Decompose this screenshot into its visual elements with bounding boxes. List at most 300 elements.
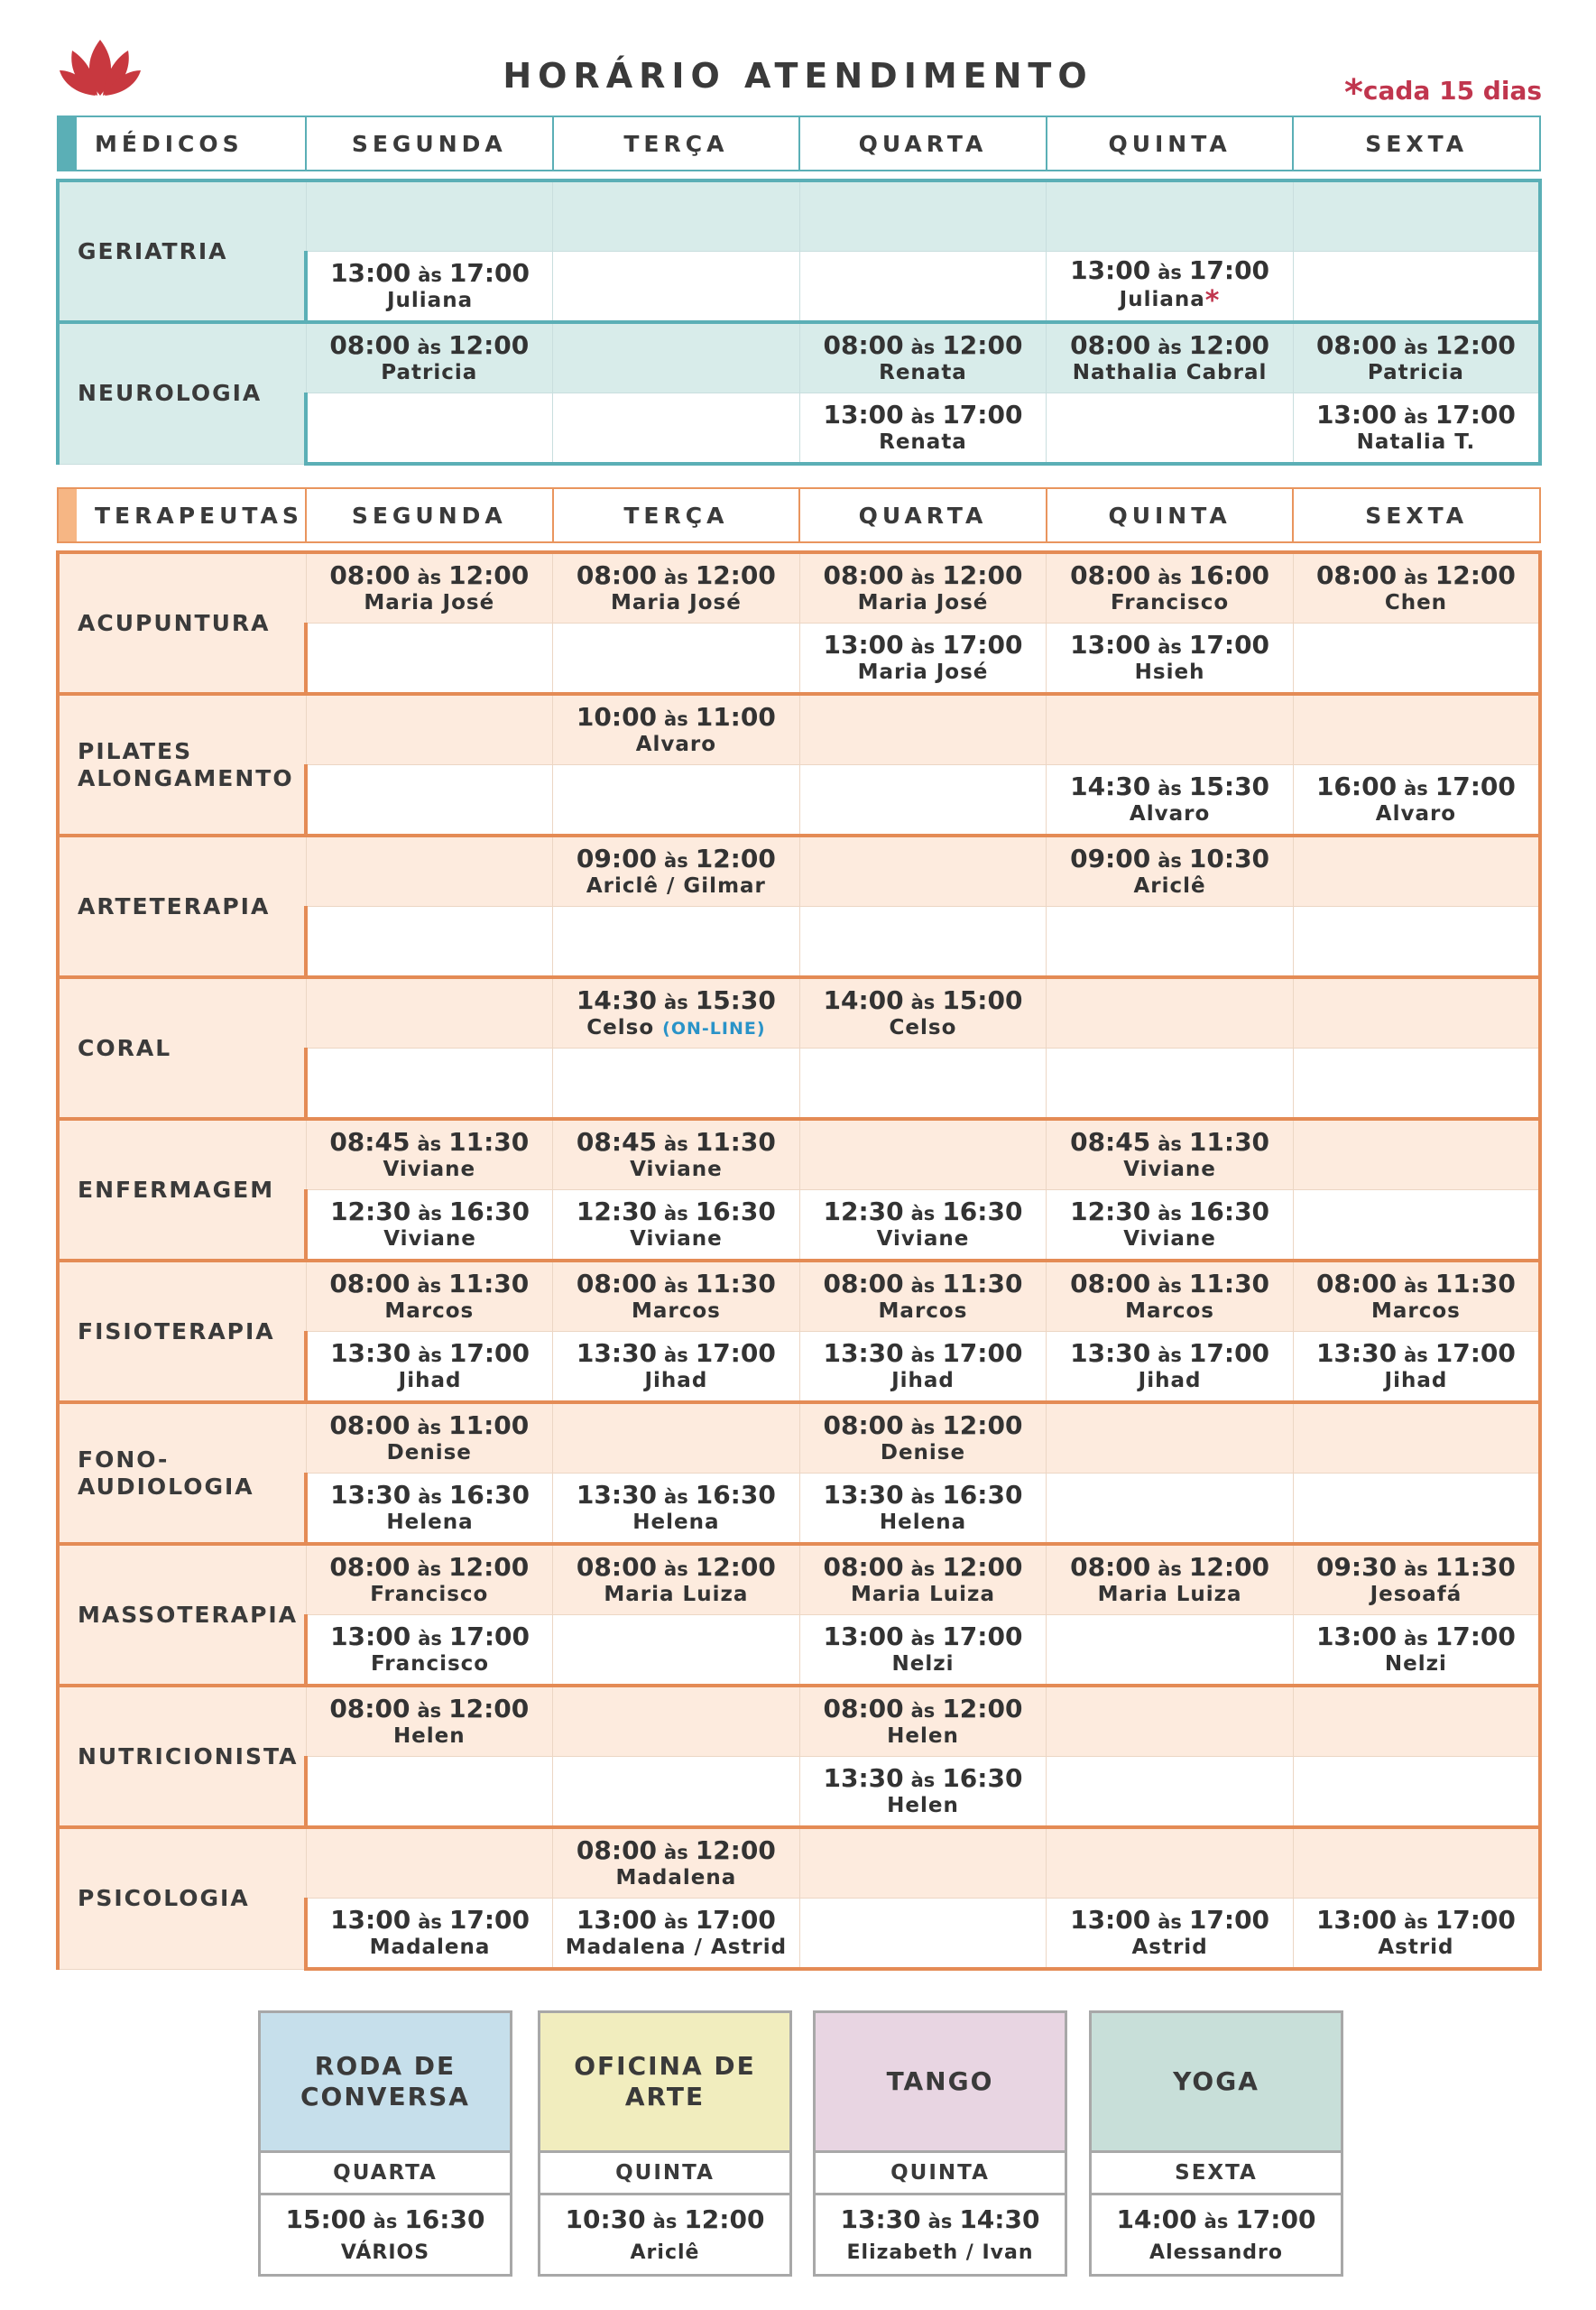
slot-professional: Helen <box>887 1724 959 1748</box>
slot-end: 15:00 <box>942 985 1023 1015</box>
slot-who <box>1047 1301 1293 1322</box>
day-header: QUINTA <box>1047 488 1294 542</box>
slot-start: 13:30 <box>330 1338 411 1368</box>
slot-connector: às <box>1204 2211 1229 2232</box>
slot-professional: Alvaro <box>1375 802 1457 826</box>
schedule-cell <box>1047 1544 1294 1615</box>
slot-connector: às <box>1158 1558 1182 1580</box>
slot-end: 11:30 <box>1188 1269 1270 1298</box>
slot-connector: às <box>1158 636 1182 658</box>
slot-who <box>800 593 1047 614</box>
slot-start: 14:30 <box>1070 772 1151 801</box>
slot-who <box>800 1301 1047 1322</box>
slot-professional: Viviane <box>1123 1158 1216 1181</box>
slot-start: 12:30 <box>823 1197 904 1226</box>
slot-who <box>1047 1371 1293 1391</box>
slot-end: 12:00 <box>695 844 776 873</box>
slot-end: 12:00 <box>1188 330 1270 360</box>
slot-end: 16:30 <box>942 1480 1023 1510</box>
slot-end: 16:30 <box>942 1763 1023 1793</box>
schedule-row <box>58 1261 1540 1332</box>
slot-time <box>308 1338 552 1368</box>
slot-time <box>1294 560 1538 590</box>
activity-card <box>538 2010 792 2277</box>
schedule-cell <box>1293 322 1540 393</box>
schedule-cell <box>553 977 800 1049</box>
slot-start: 10:00 <box>576 702 658 732</box>
slot-end: 12:00 <box>942 1552 1023 1582</box>
slot-who <box>800 1018 1047 1039</box>
slot-time <box>307 1696 553 1722</box>
slot-connector: às <box>1404 337 1428 358</box>
slot-professional: Francisco <box>1111 591 1230 614</box>
schedule-cell <box>553 552 800 624</box>
schedule-cell <box>799 1686 1047 1757</box>
slot-end: 12:00 <box>942 330 1023 360</box>
slot-time <box>307 1271 553 1297</box>
schedule-cell <box>799 252 1047 323</box>
activity-day: QUINTA <box>816 2153 1065 2195</box>
schedule-cell <box>306 694 553 765</box>
slot-end: 16:00 <box>1188 560 1270 590</box>
slot-end: 17:00 <box>1188 1338 1270 1368</box>
slot-start: 13:00 <box>330 1905 411 1935</box>
slot-start: 13:00 <box>1070 630 1151 660</box>
slot-start: 08:00 <box>1315 330 1398 360</box>
specialty-name: PSICOLOGIA <box>58 1827 306 1969</box>
slot-connector: às <box>418 1911 442 1933</box>
slot-professional: Alvaro <box>1129 802 1211 826</box>
slot-time <box>553 985 799 1015</box>
slot-connector: às <box>910 567 936 588</box>
slot-end: 17:00 <box>1188 630 1270 660</box>
slot-start: 08:00 <box>576 1269 658 1298</box>
schedule-cell <box>1047 1190 1294 1261</box>
slot-connector: às <box>1158 1133 1182 1155</box>
schedule-cell <box>1293 1190 1540 1261</box>
schedule-cell <box>1293 1899 1540 1970</box>
slot-start: 09:00 <box>576 844 658 873</box>
slot-end: 16:30 <box>448 1197 530 1226</box>
slot-who <box>800 1512 1047 1533</box>
terapeutas-header-title: TERAPEUTAS <box>58 488 306 542</box>
slot-who <box>553 1512 799 1533</box>
slot-time <box>1294 402 1538 428</box>
activity-day: QUARTA <box>261 2153 510 2195</box>
schedule-cell <box>799 694 1047 765</box>
activity-who: Alessandro <box>1149 2241 1283 2264</box>
schedule-cell <box>553 1049 800 1120</box>
schedule-cell <box>1293 1332 1540 1403</box>
slot-start: 13:30 <box>576 1338 658 1368</box>
schedule-cell <box>553 1119 800 1190</box>
slot-connector: às <box>910 992 936 1013</box>
slot-connector: às <box>910 1275 936 1297</box>
schedule-cell <box>306 1119 553 1190</box>
slot-time <box>553 1199 799 1224</box>
slot-professional: Renata <box>879 361 967 384</box>
slot-connector: às <box>664 1344 688 1366</box>
schedule-cell <box>306 624 553 695</box>
slot-connector: às <box>417 1275 442 1297</box>
schedule-cell <box>553 1899 800 1970</box>
schedule-cell <box>553 393 800 465</box>
schedule-cell <box>799 552 1047 624</box>
slot-time <box>553 1127 799 1157</box>
schedule-cell <box>1047 1615 1294 1686</box>
slot-time <box>1294 1552 1538 1582</box>
day-header: SEGUNDA <box>306 116 553 171</box>
schedule-cell <box>799 1332 1047 1403</box>
slot-connector: às <box>418 1628 442 1649</box>
schedule-cell <box>1293 1402 1540 1474</box>
slot-professional: Maria Luiza <box>604 1583 749 1606</box>
day-header: SEGUNDA <box>306 488 553 542</box>
schedule-cell <box>1293 1615 1540 1686</box>
slot-connector: às <box>417 1417 442 1438</box>
slot-start: 08:00 <box>329 1552 411 1582</box>
slot-end: 12:00 <box>1435 560 1516 590</box>
slot-who <box>553 1937 799 1958</box>
slot-time <box>1047 1271 1293 1297</box>
schedule-cell <box>799 765 1047 836</box>
slot-time <box>800 1338 1047 1368</box>
slot-end: 12:00 <box>448 1552 530 1582</box>
specialty-name: ACUPUNTURA <box>58 552 306 694</box>
schedule-cell <box>1047 836 1294 907</box>
specialty-name: MASSOTERAPIA <box>58 1544 306 1686</box>
slot-start: 13:00 <box>1070 1905 1151 1935</box>
schedule-cell <box>799 393 1047 465</box>
slot-who <box>308 1512 552 1533</box>
schedule-cell <box>1047 694 1294 765</box>
slot-professional: Marcos <box>878 1299 968 1323</box>
schedule-cell <box>1293 180 1540 252</box>
slot-professional: Nelzi <box>891 1652 955 1676</box>
slot-connector: às <box>1404 1911 1428 1933</box>
slot-time <box>800 1763 1047 1793</box>
slot-end: 12:00 <box>448 330 530 360</box>
schedule-cell <box>1293 694 1540 765</box>
slot-who <box>553 1371 799 1391</box>
slot-end: 17:00 <box>942 400 1023 430</box>
slot-time <box>800 1199 1047 1224</box>
schedule-cell <box>306 552 553 624</box>
schedule-cell <box>1047 1757 1294 1828</box>
slot-time <box>553 1905 799 1935</box>
schedule-cell <box>1047 907 1294 978</box>
activity-day: QUINTA <box>540 2153 789 2195</box>
activity-day: SEXTA <box>1092 2153 1341 2195</box>
slot-time <box>1047 330 1293 360</box>
slot-time <box>1047 1127 1293 1157</box>
slot-connector: às <box>1158 1275 1182 1297</box>
slot-end: 16:30 <box>695 1480 776 1510</box>
schedule-cell <box>306 836 553 907</box>
slot-end: 12:00 <box>942 1410 1023 1440</box>
slot-connector: às <box>652 2211 678 2232</box>
schedule-cell <box>799 977 1047 1049</box>
slot-connector: às <box>664 1275 688 1297</box>
slot-professional: Maria José <box>610 591 742 614</box>
slot-start: 08:00 <box>823 330 904 360</box>
slot-time <box>1294 1338 1538 1368</box>
slot-connector: às <box>1158 337 1182 358</box>
slot-professional: Renata <box>879 430 967 454</box>
slot-professional: Patricia <box>381 361 478 384</box>
schedule-cell <box>306 1049 553 1120</box>
schedule-cell <box>306 322 553 393</box>
schedule-cell <box>306 393 553 465</box>
schedule-cell <box>553 1190 800 1261</box>
slot-connector: às <box>910 1769 936 1791</box>
schedule-cell <box>553 1402 800 1474</box>
schedule-cell <box>306 1899 553 1970</box>
slot-end: 11:30 <box>695 1269 776 1298</box>
slot-end: 16:30 <box>1188 1197 1270 1226</box>
schedule-cell <box>799 1402 1047 1474</box>
slot-time <box>800 1696 1047 1722</box>
slot-professional: Viviane <box>383 1158 476 1181</box>
slot-end: 11:00 <box>448 1410 530 1440</box>
slot-start: 13:30 <box>840 2204 921 2234</box>
slot-who <box>1047 363 1293 383</box>
slot-start: 13:30 <box>330 1480 411 1510</box>
slot-time <box>1047 846 1293 872</box>
slot-start: 14:30 <box>576 985 658 1015</box>
slot-end: 12:00 <box>1435 330 1516 360</box>
schedule-cell <box>799 1757 1047 1828</box>
slot-who <box>800 363 1047 383</box>
slot-professional: Viviane <box>876 1227 970 1251</box>
slot-end: 17:00 <box>1188 1905 1270 1935</box>
specialty-name: ENFERMAGEM <box>58 1119 306 1261</box>
slot-connector: às <box>910 337 936 358</box>
slot-who <box>553 1229 799 1250</box>
slot-who <box>1294 593 1538 614</box>
slot-start: 08:00 <box>576 1552 658 1582</box>
slot-time <box>1047 1905 1293 1935</box>
slot-time <box>553 846 799 872</box>
schedule-cell <box>1047 977 1294 1049</box>
schedule-cell <box>306 1190 553 1261</box>
activity-card <box>813 2010 1067 2277</box>
slot-who <box>1294 1301 1538 1322</box>
schedule-cell <box>1047 765 1294 836</box>
schedule-cell <box>1293 1544 1540 1615</box>
schedule-cell <box>1047 1119 1294 1190</box>
schedule-cell <box>1293 907 1540 978</box>
schedule-row <box>58 1544 1540 1615</box>
schedule-row <box>58 180 1540 252</box>
slot-time <box>800 985 1047 1015</box>
slot-end: 17:00 <box>1435 400 1516 430</box>
day-header: QUINTA <box>1047 116 1294 171</box>
schedule-row <box>58 1119 1540 1190</box>
slot-start: 12:30 <box>576 1197 658 1226</box>
slot-professional: Jihad <box>891 1369 955 1392</box>
slot-end: 17:00 <box>1435 1905 1516 1935</box>
slot-professional: Jesoafá <box>1370 1583 1462 1606</box>
schedule-cell <box>799 322 1047 393</box>
slot-time <box>1294 1271 1538 1297</box>
schedule-cell <box>553 694 800 765</box>
slot-end: 12:00 <box>942 1694 1023 1723</box>
slot-start: 13:30 <box>823 1480 904 1510</box>
page-title: HORÁRIO ATENDIMENTO <box>503 56 1093 96</box>
slot-who <box>553 735 799 755</box>
activity-name: RODA DE CONVERSA <box>261 2013 510 2153</box>
schedule-cell <box>1293 1261 1540 1332</box>
slot-time <box>1047 1199 1293 1224</box>
schedule-cell <box>1293 1827 1540 1899</box>
schedule-cell <box>553 1757 800 1828</box>
slot-professional: Viviane <box>1123 1227 1216 1251</box>
slot-end: 17:00 <box>1435 772 1516 801</box>
slot-time <box>308 258 552 288</box>
slot-professional: Maria Luiza <box>1097 1583 1242 1606</box>
schedule-cell <box>306 1686 553 1757</box>
day-header: QUARTA <box>799 116 1047 171</box>
slot-start: 08:45 <box>576 1127 658 1157</box>
slot-connector: às <box>910 1203 936 1224</box>
slot-professional: Juliana <box>1119 287 1205 311</box>
schedule-cell <box>1293 1757 1540 1828</box>
slot-connector: às <box>1158 261 1182 283</box>
slot-professional: Marcos <box>631 1299 721 1323</box>
schedule-cell <box>1047 1686 1294 1757</box>
schedule-cell <box>1047 1827 1294 1899</box>
slot-connector: às <box>910 1700 936 1722</box>
slot-connector: às <box>664 1842 688 1863</box>
slot-time <box>1294 1624 1538 1649</box>
slot-professional: Patricia <box>1367 361 1464 384</box>
slot-who <box>1047 1160 1293 1180</box>
slot-professional: Viviane <box>383 1227 476 1251</box>
slot-end: 12:00 <box>448 1694 530 1723</box>
specialty-name: NUTRICIONISTA <box>58 1686 306 1827</box>
slot-who <box>553 1301 799 1322</box>
slot-connector: às <box>664 567 688 588</box>
slot-who <box>307 1585 553 1605</box>
schedule-cell <box>799 1190 1047 1261</box>
slot-professional: Juliana <box>386 289 474 312</box>
day-header: TERÇA <box>553 116 800 171</box>
schedule-cell <box>553 1474 800 1545</box>
slot-professional: Jihad <box>644 1369 708 1392</box>
slot-professional: Helen <box>887 1794 959 1817</box>
slot-start: 08:00 <box>1315 560 1398 590</box>
schedule-cell <box>1293 393 1540 465</box>
schedule-cell <box>1047 1474 1294 1545</box>
schedule-cell <box>1293 836 1540 907</box>
day-header: SEXTA <box>1293 488 1540 542</box>
slot-start: 08:00 <box>823 560 904 590</box>
schedule-cell <box>1047 1899 1294 1970</box>
schedule-cell <box>1293 624 1540 695</box>
slot-professional: Nelzi <box>1384 1652 1447 1676</box>
slot-time <box>261 2204 510 2234</box>
activity-who: Ariclê <box>630 2241 700 2264</box>
slot-connector: às <box>910 1558 936 1580</box>
slot-professional: Madalena / Astrid <box>565 1936 788 1959</box>
schedule-row <box>58 552 1540 624</box>
schedule-cell <box>1047 252 1294 323</box>
medicos-table <box>56 116 1542 466</box>
slot-end: 17:00 <box>695 1338 776 1368</box>
slot-who <box>1294 432 1538 453</box>
slot-end: 17:00 <box>448 1622 530 1651</box>
schedule-cell <box>306 907 553 978</box>
activity-name: YOGA <box>1092 2013 1341 2153</box>
slot-time <box>1047 1338 1293 1368</box>
slot-who <box>308 1229 552 1250</box>
slot-who <box>1047 876 1293 897</box>
slot-end: 12:00 <box>448 560 530 590</box>
slot-end: 11:00 <box>695 702 776 732</box>
slot-start: 13:00 <box>330 1622 411 1651</box>
note-star: * <box>1343 72 1363 114</box>
slot-end: 11:30 <box>1188 1127 1270 1157</box>
slot-end: 11:30 <box>1435 1269 1516 1298</box>
slot-start: 08:00 <box>823 1694 904 1723</box>
schedule-cell <box>553 1332 800 1403</box>
slot-time <box>800 630 1047 660</box>
note-text: cada 15 dias <box>1362 76 1542 106</box>
slot-who <box>308 291 552 311</box>
schedule-cell <box>799 1827 1047 1899</box>
slot-time <box>816 2204 1065 2234</box>
activity-who: Elizabeth / Ivan <box>846 2241 1034 2264</box>
schedule-cell <box>1047 1332 1294 1403</box>
schedule-cell <box>799 907 1047 978</box>
slot-who <box>800 662 1047 683</box>
slot-start: 14:00 <box>823 985 904 1015</box>
slot-end: 12:00 <box>695 560 776 590</box>
slot-time <box>307 330 553 360</box>
schedule-cell <box>553 1827 800 1899</box>
slot-professional: Jihad <box>1384 1369 1448 1392</box>
activity-slot <box>816 2195 1065 2274</box>
slot-who <box>553 593 799 614</box>
schedule-cell <box>553 180 800 252</box>
activity-card <box>1089 2010 1343 2277</box>
slot-time <box>553 1338 799 1368</box>
slot-professional: Helena <box>879 1511 967 1534</box>
slot-time <box>800 330 1047 360</box>
schedule-cell <box>1047 624 1294 695</box>
slot-connector: às <box>417 1700 442 1722</box>
slot-connector: às <box>664 1133 688 1155</box>
slot-end: 16:30 <box>942 1197 1023 1226</box>
slot-end: 14:30 <box>959 2204 1040 2234</box>
slot-professional: Marcos <box>384 1299 475 1323</box>
slot-who <box>308 1937 552 1958</box>
slot-start: 13:30 <box>576 1480 658 1510</box>
slot-connector: às <box>1404 406 1428 428</box>
slot-end: 15:30 <box>695 985 776 1015</box>
schedule-cell <box>1293 252 1540 323</box>
slot-professional: Celso <box>586 1016 655 1040</box>
schedule-cell <box>799 1474 1047 1545</box>
slot-who <box>553 1160 799 1180</box>
slot-professional: Madalena <box>615 1866 737 1890</box>
slot-professional: Francisco <box>370 1652 490 1676</box>
slot-start: 13:00 <box>823 1622 904 1651</box>
slot-connector: às <box>664 1558 688 1580</box>
slot-start: 13:00 <box>1315 400 1398 430</box>
slot-professional: Marcos <box>1125 1299 1215 1323</box>
